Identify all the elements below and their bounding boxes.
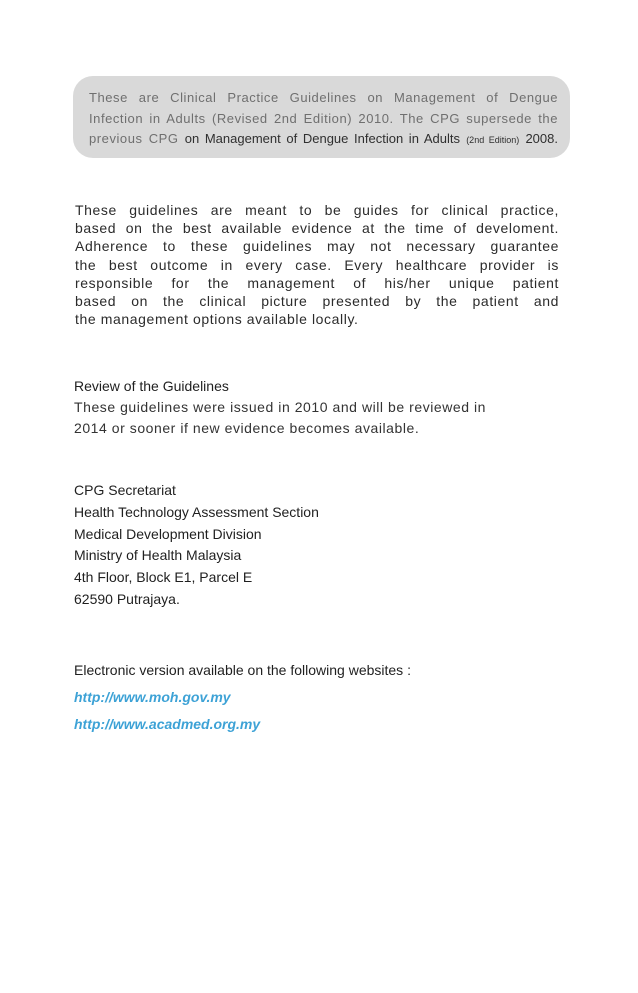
review-heading: Review of the Guidelines: [74, 378, 229, 394]
note-line-3-prefix: previous CPG: [89, 131, 179, 146]
disclaimer-paragraph: [75, 201, 559, 328]
note-line-3-year: 2008.: [525, 131, 558, 146]
electronic-version-intro: Electronic version available on the following websites :: [74, 662, 411, 678]
disclaimer-line: the management options available locally.: [75, 311, 359, 328]
disclaimer-line: based on the best available evidence at the time of develoment.: [75, 220, 559, 237]
secretariat-line: Medical Development Division: [74, 525, 262, 542]
note-line-3: [89, 129, 558, 151]
secretariat-address: [74, 480, 319, 611]
secretariat-line: Health Technology Assessment Section: [74, 503, 319, 520]
disclaimer-line: the best outcome in every case. Every healthcare provider is: [75, 256, 559, 273]
disclaimer-line: These guidelines are meant to be guides for clinical practice,: [75, 202, 559, 218]
electronic-version-section: [74, 660, 411, 734]
note-line-3-edition: (2nd Edition): [466, 135, 520, 145]
disclaimer-line: responsible for the management of his/her unique patient: [75, 274, 559, 291]
note-line-3-title: on Management of Dengue Infection in Adults: [184, 131, 460, 146]
secretariat-title: CPG Secretariat: [74, 482, 176, 498]
secretariat-line: 62590 Putrajaya.: [74, 590, 180, 607]
acadmed-website-link[interactable]: http://www.acadmed.org.my: [74, 716, 261, 732]
review-section: [74, 376, 564, 439]
guidelines-note-box: [73, 76, 570, 158]
secretariat-line: 4th Floor, Block E1, Parcel E: [74, 569, 253, 586]
note-line-1: These are Clinical Practice Guidelines on Management of Dengue: [89, 90, 558, 105]
review-line: 2014 or sooner if new evidence becomes available.: [74, 420, 420, 436]
disclaimer-line: based on the clinical picture presented by the patient and: [75, 293, 559, 310]
moh-website-link[interactable]: http://www.moh.gov.my: [74, 689, 231, 705]
review-line: These guidelines were issued in 2010 and will be reviewed in: [74, 399, 487, 415]
note-line-2: Infection in Adults (Revised 2nd Edition) 2010. The CPG supersede the: [89, 110, 558, 126]
disclaimer-line: Adherence to these guidelines may not necessary guarantee: [75, 238, 559, 255]
secretariat-line: Ministry of Health Malaysia: [74, 547, 242, 564]
